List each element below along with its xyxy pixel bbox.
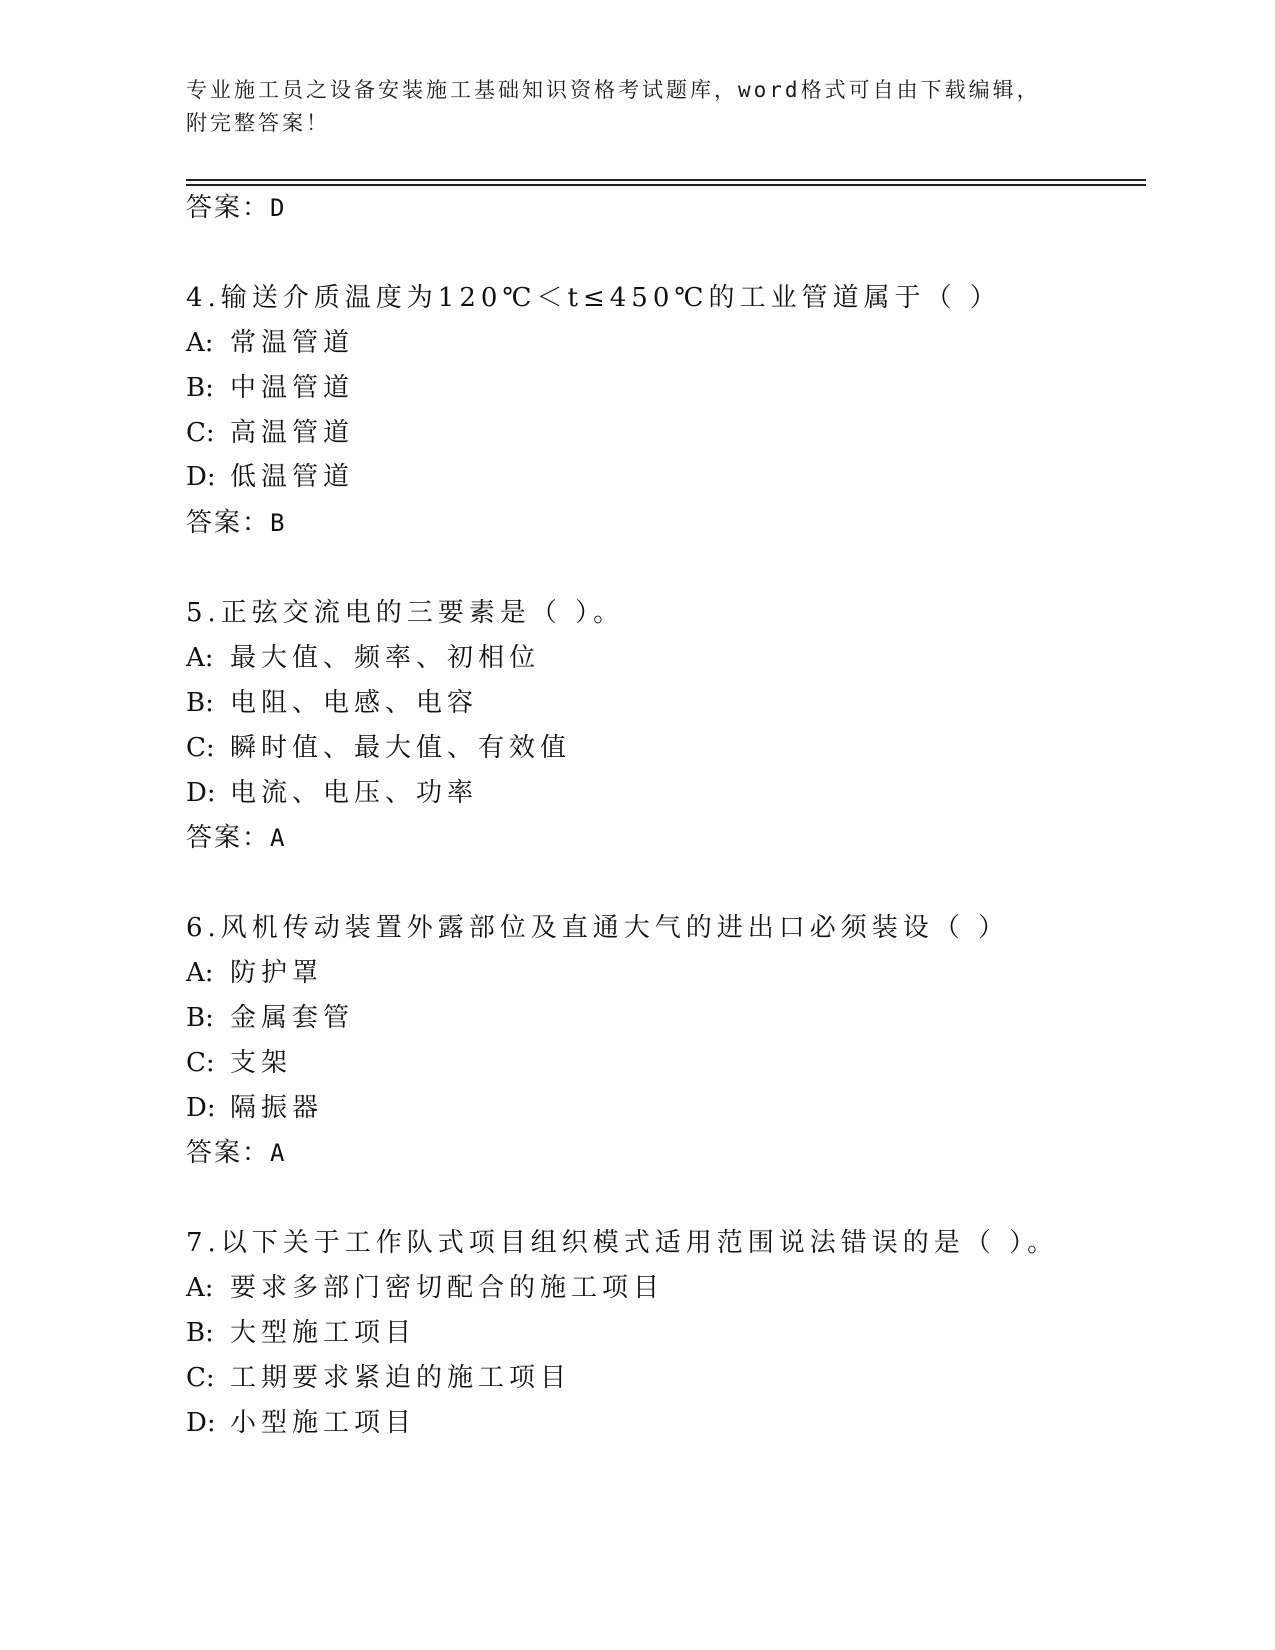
option-letter: A:: [186, 958, 214, 988]
option-text: 电流、电压、功率: [230, 778, 479, 808]
option-letter: A:: [186, 1273, 214, 1303]
option-text: 大型施工项目: [230, 1318, 417, 1348]
option-text: 隔振器: [230, 1093, 324, 1123]
option-letter: B:: [186, 688, 214, 718]
q4-option-a: [186, 328, 354, 358]
document-header: [186, 74, 1066, 140]
q4-option-d: [186, 462, 354, 492]
option-letter: B:: [186, 1003, 214, 1033]
option-text: 瞬时值、最大值、有效值: [230, 733, 572, 763]
option-letter: A:: [186, 328, 214, 358]
answer-label: 答案：: [186, 508, 271, 538]
answer-value: A: [270, 824, 287, 852]
q7-option-d: [186, 1408, 416, 1438]
answer-line: [186, 193, 286, 223]
question-5: 5.正弦交流电的三要素是（ ）。: [186, 598, 625, 628]
q5-option-a: [186, 643, 540, 673]
q4-option-b: [186, 373, 354, 403]
q7-option-b: [186, 1318, 416, 1348]
option-letter: C:: [186, 733, 215, 763]
option-text: 金属套管: [230, 1003, 355, 1033]
option-text: 常温管道: [230, 328, 355, 358]
q7-option-a: [186, 1273, 664, 1303]
answer-label: 答案：: [186, 193, 271, 223]
option-letter: B:: [186, 373, 214, 403]
option-text: 支架: [230, 1048, 293, 1078]
answer-value: B: [270, 509, 287, 537]
answer-label: 答案：: [186, 1138, 271, 1168]
question-4: 4.输送介质温度为120℃＜t≤450℃的工业管道属于（ ）: [186, 283, 1001, 313]
option-text: 防护罩: [230, 958, 324, 988]
option-letter: C:: [186, 1363, 215, 1393]
option-text: 电阻、电感、电容: [230, 688, 479, 718]
option-letter: C:: [186, 418, 215, 448]
header-divider-bottom: [186, 184, 1146, 186]
q7-option-c: [186, 1363, 571, 1393]
option-letter: D:: [186, 1093, 216, 1123]
option-letter: B:: [186, 1318, 214, 1348]
header-divider-top: [186, 179, 1146, 181]
question-6: 6.风机传动装置外露部位及直通大气的进出口必须装设（ ）: [186, 913, 1010, 943]
header-line-1: 专业施工员之设备安装施工基础知识资格考试题库，word格式可自由下载编辑，: [186, 78, 1041, 102]
option-text: 高温管道: [230, 418, 355, 448]
q6-option-b: [186, 1003, 354, 1033]
q6-option-d: [186, 1093, 323, 1123]
q4-option-c: [186, 418, 354, 448]
answer-value: D: [270, 194, 287, 222]
option-text: 低温管道: [230, 462, 355, 492]
option-text: 工期要求紧迫的施工项目: [230, 1363, 572, 1393]
answer-value: A: [270, 1139, 287, 1167]
option-letter: D:: [186, 1408, 216, 1438]
answer-label: 答案：: [186, 823, 271, 853]
option-text: 小型施工项目: [230, 1408, 417, 1438]
option-letter: D:: [186, 778, 216, 808]
option-letter: C:: [186, 1048, 215, 1078]
q6-answer: [186, 1138, 286, 1168]
option-text: 最大值、频率、初相位: [230, 643, 541, 673]
q5-option-c: [186, 733, 571, 763]
q5-answer: [186, 823, 286, 853]
q5-option-d: [186, 778, 478, 808]
header-line-2: 附完整答案！: [186, 111, 330, 135]
q6-option-a: [186, 958, 323, 988]
option-text: 要求多部门密切配合的施工项目: [230, 1273, 665, 1303]
option-letter: A:: [186, 643, 214, 673]
question-7: 7.以下关于工作队式项目组织模式适用范围说法错误的是（ ）。: [186, 1228, 1059, 1258]
q5-option-b: [186, 688, 478, 718]
q6-option-c: [186, 1048, 292, 1078]
option-text: 中温管道: [230, 373, 355, 403]
option-letter: D:: [186, 462, 216, 492]
q4-answer: [186, 508, 286, 538]
